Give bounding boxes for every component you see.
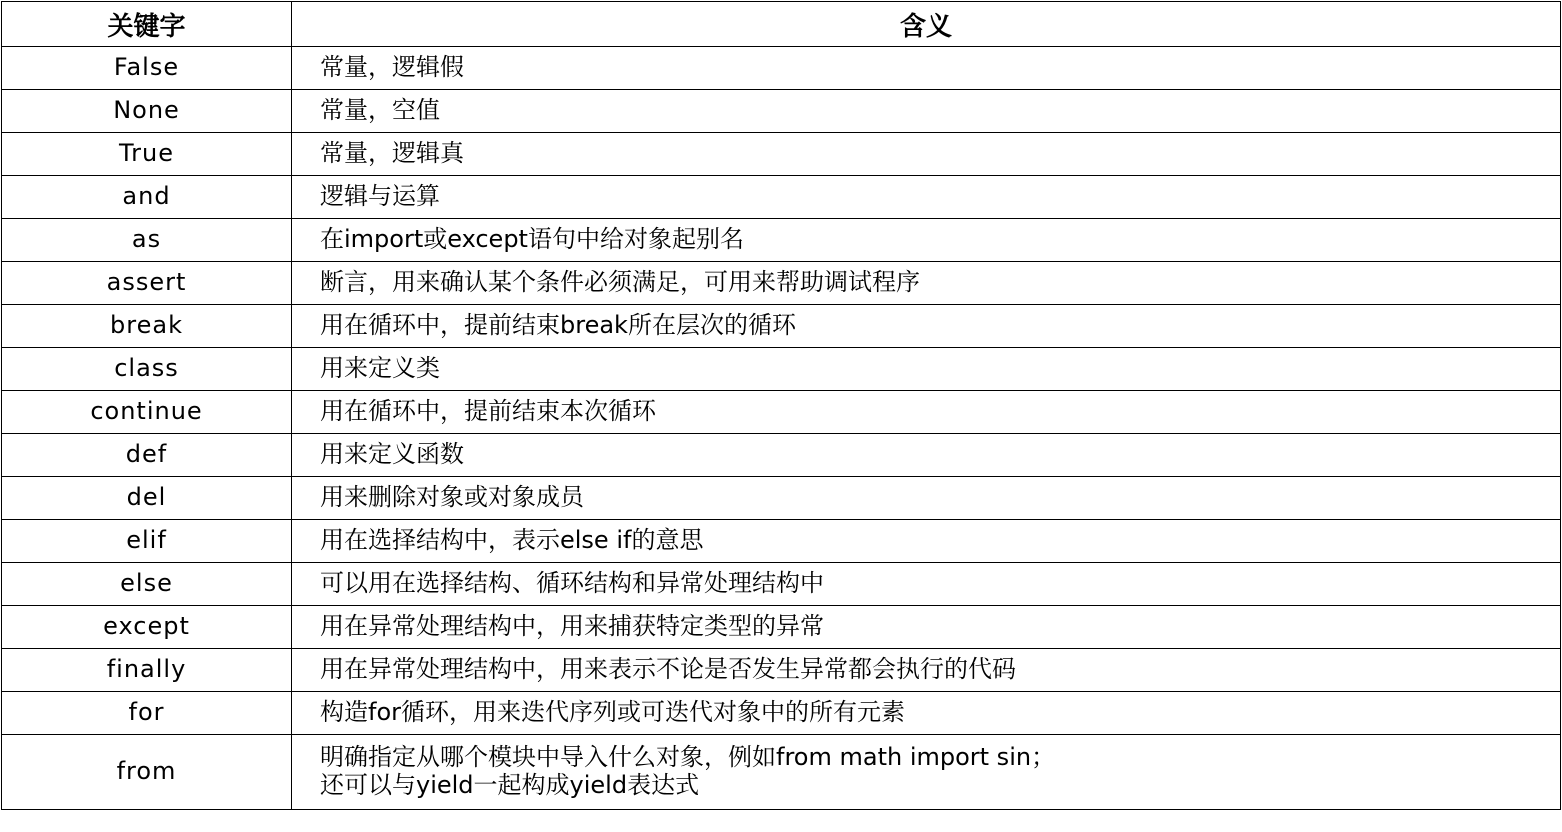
keyword-cell: for [2,692,292,735]
table-row [2,434,1561,477]
keyword-cell: finally [2,649,292,692]
meaning-text: 用在异常处理结构中，用来捕获特定类型的异常 [320,612,824,641]
table-row [2,219,1561,262]
meaning-text: 用在异常处理结构中，用来表示不论是否发生异常都会执行的代码 [320,655,1016,684]
table-row [2,305,1561,348]
keyword-cell: and [2,176,292,219]
meaning-text: 构造for循环，用来迭代序列或可迭代对象中的所有元素 [320,698,905,727]
meaning-cell [292,520,1561,563]
keyword-cell: break [2,305,292,348]
header-keyword: 关键字 [2,2,292,47]
meaning-text: 常量，逻辑真 [320,139,464,168]
meaning-cell [292,434,1561,477]
keyword-cell: None [2,90,292,133]
meaning-cell [292,219,1561,262]
keyword-cell: True [2,133,292,176]
meaning-cell [292,391,1561,434]
table-row [2,133,1561,176]
meaning-text: 用来定义函数 [320,440,464,469]
table-row [2,563,1561,606]
meaning-cell [292,305,1561,348]
meaning-text-line-1: 明确指定从哪个模块中导入什么对象，例如from math import sin； [320,743,1056,772]
table-row [2,391,1561,434]
table-row [2,649,1561,692]
keyword-cell: from [2,735,292,810]
table-row [2,692,1561,735]
meaning-cell [292,649,1561,692]
table-row [2,520,1561,563]
meaning-cell [292,563,1561,606]
meaning-text: 用在选择结构中，表示else if的意思 [320,526,704,555]
keyword-cell: class [2,348,292,391]
meaning-text: 断言，用来确认某个条件必须满足，可用来帮助调试程序 [320,268,920,297]
meaning-text: 逻辑与运算 [320,182,440,211]
meaning-cell [292,133,1561,176]
meaning-cell [292,47,1561,90]
meaning-cell [292,176,1561,219]
meaning-cell [292,477,1561,520]
meaning-text: 常量，逻辑假 [320,53,464,82]
meaning-text: 可以用在选择结构、循环结构和异常处理结构中 [320,569,824,598]
keyword-cell: continue [2,391,292,434]
table-row [2,262,1561,305]
table-header-row [2,2,1561,47]
table-row [2,348,1561,391]
keyword-cell: elif [2,520,292,563]
meaning-cell [292,735,1561,810]
meaning-cell [292,348,1561,391]
meaning-cell [292,606,1561,649]
meaning-text-line-2: 还可以与yield一起构成yield表达式 [320,771,700,799]
table-row [2,90,1561,133]
keyword-cell: assert [2,262,292,305]
meaning-cell [292,90,1561,133]
table-row [2,735,1561,810]
meaning-text: 用来定义类 [320,354,440,383]
table-row [2,606,1561,649]
keywords-table [1,1,1561,810]
meaning-text: 用在循环中，提前结束本次循环 [320,397,656,426]
keyword-cell: except [2,606,292,649]
meaning-text: 常量，空值 [320,96,440,125]
table-row [2,477,1561,520]
meaning-text: 在import或except语句中给对象起别名 [320,225,744,254]
table-row [2,47,1561,90]
keyword-cell: as [2,219,292,262]
meaning-cell [292,692,1561,735]
keyword-cell: False [2,47,292,90]
header-meaning: 含义 [292,2,1561,47]
meaning-text: 用来删除对象或对象成员 [320,483,584,512]
table-row [2,176,1561,219]
keyword-cell: def [2,434,292,477]
keyword-cell: del [2,477,292,520]
keyword-cell: else [2,563,292,606]
meaning-text: 用在循环中，提前结束break所在层次的循环 [320,311,796,340]
meaning-cell [292,262,1561,305]
